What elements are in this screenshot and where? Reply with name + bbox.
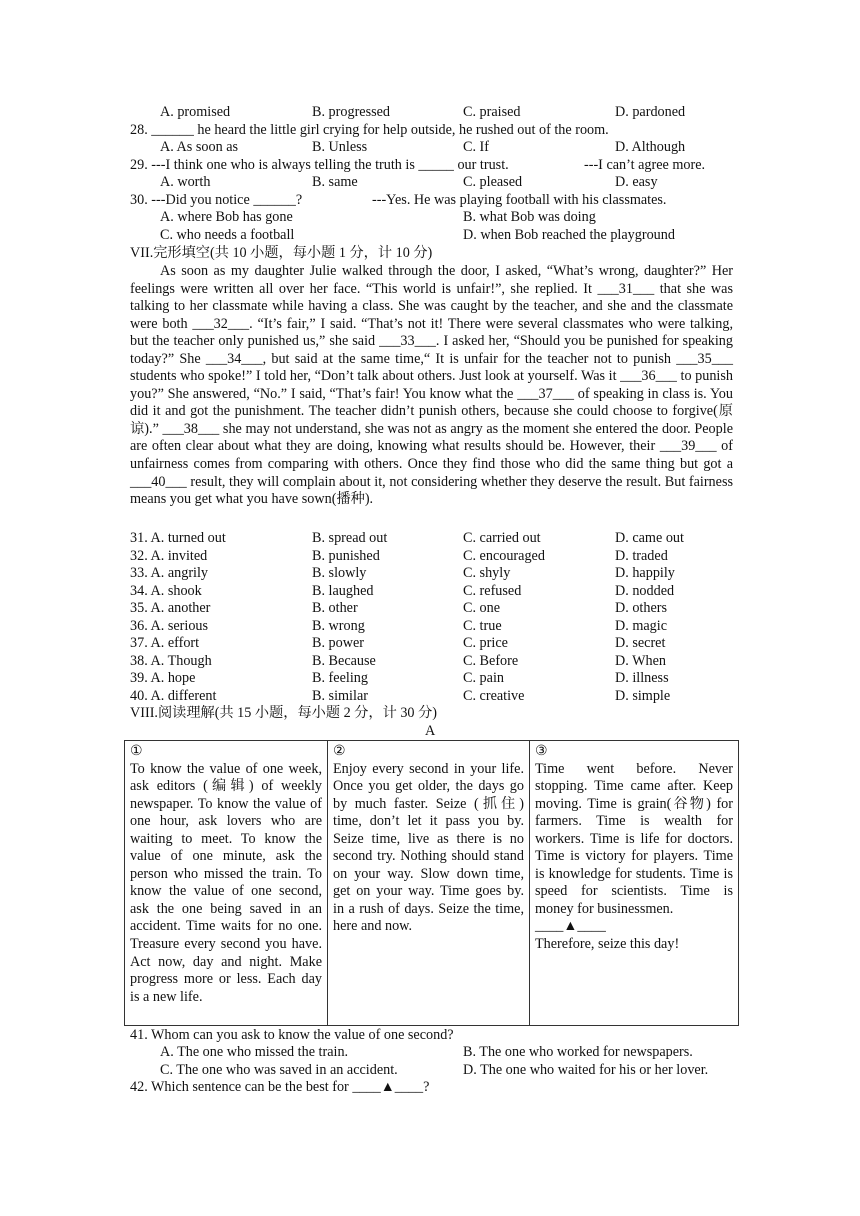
cloze-option-31-b: B. spread out (312, 530, 388, 546)
q27-option-a: A. promised (160, 104, 231, 120)
q27-option-b: B. progressed (312, 104, 391, 120)
cloze-option-38-b: B. Because (312, 652, 376, 669)
cloze-option-37-c: C. price (463, 635, 508, 651)
cell-3-ending: Therefore, seize this day! (535, 936, 680, 953)
q27-option-c: C. praised (463, 104, 521, 120)
cloze-option-34-c: C. refused (463, 582, 522, 599)
cloze-option-36-a: 36. A. serious (130, 617, 209, 634)
q29-option-c: C. pleased (463, 174, 523, 190)
cloze-option-36-b: B. wrong (312, 617, 365, 634)
cloze-option-35-a: 35. A. another (130, 600, 211, 616)
cloze-option-37-b: B. power (312, 635, 365, 651)
cloze-option-39-a: 39. A. hope (130, 670, 196, 686)
cloze-option-31-d: D. came out (615, 530, 684, 546)
cloze-option-35-c: C. one (463, 600, 501, 616)
passage-a-label: A (425, 723, 436, 739)
cloze-option-40-a: 40. A. different (130, 687, 217, 704)
cloze-option-32-c: C. encouraged (463, 547, 545, 564)
q29-option-a: A. worth (160, 174, 211, 190)
cloze-option-37-d: D. secret (615, 635, 666, 651)
q41-option-a: A. The one who missed the train. (160, 1044, 349, 1060)
cloze-option-36-d: D. magic (615, 617, 668, 634)
cloze-option-35-d: D. others (615, 600, 668, 616)
cell-2-number: ② (333, 743, 346, 759)
cloze-option-34-a: 34. A. shook (130, 582, 202, 599)
cloze-option-37-a: 37. A. effort (130, 635, 200, 651)
cell-3-blank: ____▲____ (535, 918, 606, 935)
cloze-option-38-a: 38. A. Though (130, 652, 212, 669)
cloze-option-38-d: D. When (615, 652, 666, 669)
cloze-option-40-c: C. creative (463, 687, 525, 704)
cloze-option-32-b: B. punished (312, 547, 380, 564)
cloze-option-33-c: C. shyly (463, 565, 511, 581)
section-7-title: VII.完形填空(共 10 小题，每小题 1 分，计 10 分) (130, 245, 433, 261)
cloze-option-33-b: B. slowly (312, 565, 367, 581)
q42-stem: 42. Which sentence can be the best for ____▲____? (130, 1079, 430, 1095)
cell-3-text: Time went before. Never stopping. Time came after. Keep moving. Time is grain(谷物) for farmers. Time is wealth for workers. Time is life for doctors. Time is victory for players. Time is knowledge for students. Time is speed for scientists. Time is money for businessmen. (535, 760, 733, 917)
cloze-option-35-b: B. other (312, 600, 358, 616)
cell-1-number: ① (130, 743, 143, 759)
cloze-option-39-b: B. feeling (312, 670, 368, 686)
q30-option-a: A. where Bob has gone (160, 209, 293, 225)
q29-reply: ---I can’t agree more. (584, 157, 706, 173)
q41-option-b: B. The one who worked for newspapers. (463, 1044, 693, 1060)
passage-a-cell-1 (125, 741, 328, 1026)
q29-option-b: B. same (312, 174, 358, 190)
q28-option-c: C. If (463, 139, 490, 155)
cloze-option-32-d: D. traded (615, 547, 668, 564)
q30-reply: ---Yes. He was playing football with his classmates. (372, 192, 667, 208)
q30-option-c: C. who needs a football (160, 227, 295, 243)
q41-option-c: C. The one who was saved in an accident. (160, 1062, 398, 1078)
passage-a-cell-2 (328, 741, 530, 1026)
cloze-option-38-c: C. Before (463, 652, 519, 669)
q27-option-d: D. pardoned (615, 104, 686, 120)
cell-3-number: ③ (535, 743, 548, 759)
q28-option-b: B. Unless (312, 139, 368, 155)
q30-option-d: D. when Bob reached the playground (463, 227, 675, 243)
q28-option-d: D. Although (615, 139, 686, 155)
cell-1-text: To know the value of one week, ask editors (编辑) of weekly newspaper. To know the value of one hour, ask lovers who are waiting to meet. To know the value of one minute, ask the person who missed the train. To know the value of one second, ask the one being saved in an accident. Time waits for no one. Treasure every second you have. Act now, day and night. Make progress more or less. Each day is a new life. (130, 760, 322, 1005)
cloze-passage-text: As soon as my daughter Julie walked through the door, I asked, “What’s wrong, daughter?” Her feelings were written all over her face. “This world is unfair!”, she replied. It ___31___ that she was talking to her classmate while having a class. She was caught by the teacher, and she and the classmate were both ___32___. “It’s fair,” I said. “That’s not it! There were several classmates who were talking, but the teacher only punished us,” she said ___33___. I asked her, “Should you be punished for speaking today?” She ___34___, but said at the same time,“ It is unfair for the teacher not to punish ___35___ students who spoke!” I told her, “Don’t talk about others. Just look at yourself. Was it ___36___ to punish you?” She answered, “No.” I said, “That’s fair! You know what the ___37___ of speaking in class is. You did it and got the punishment. The teacher didn’t punish others, because she could choose to forgive(原谅).” ___38___ she may not understand, she was not as angry as the moment she entered the door. People are often clear about what they are doing, knowing what results should be. However, their ___39___ of unfairness comes from comparing with others. Once they find those who did the same thing but got a ___40___ result, they will complain about it, not considering whether they deserve the result. But fairness means you get what you have sown(播种). (130, 263, 733, 508)
cloze-option-33-a: 33. A. angrily (130, 565, 209, 581)
q28-option-a: A. As soon as (160, 139, 239, 155)
q29-stem: 29. ---I think one who is always telling the truth is _____ our trust. (130, 157, 509, 173)
q30-option-b: B. what Bob was doing (463, 209, 596, 225)
cloze-option-39-c: C. pain (463, 670, 504, 686)
cloze-option-31-c: C. carried out (463, 530, 541, 546)
passage-a-cell-3 (530, 741, 739, 1026)
q41-option-d: D. The one who waited for his or her lover. (463, 1062, 709, 1078)
q28-stem: 28. ______ he heard the little girl crying for help outside, he rushed out of the room. (130, 122, 609, 138)
cell-2-text: Enjoy every second in your life. Once you get older, the days go by much faster. Seize (抓住) time, don’t let it pass you by. Seize time, live as there is no second try. Nothing should stand on your way. Slow down time, get on your way. Time goes by. in a rush of days. Seize the time, here and now. (333, 760, 524, 935)
cloze-option-40-b: B. similar (312, 687, 368, 704)
section-8-title: VIII.阅读理解(共 15 小题，每小题 2 分，计 30 分) (130, 705, 437, 721)
cloze-option-32-a: 32. A. invited (130, 547, 208, 564)
q41-stem: 41. Whom can you ask to know the value of one second? (130, 1027, 454, 1043)
cloze-option-34-d: D. nodded (615, 582, 675, 599)
cloze-option-33-d: D. happily (615, 565, 675, 581)
q30-stem: 30. ---Did you notice ______? (130, 192, 303, 208)
cloze-option-40-d: D. simple (615, 687, 671, 704)
cloze-option-39-d: D. illness (615, 670, 669, 686)
cloze-passage (130, 263, 733, 509)
cloze-option-34-b: B. laughed (312, 582, 374, 599)
cloze-option-36-c: C. true (463, 617, 502, 634)
q29-option-d: D. easy (615, 174, 658, 190)
passage-a-table (124, 740, 739, 1026)
cloze-option-31-a: 31. A. turned out (130, 530, 226, 546)
